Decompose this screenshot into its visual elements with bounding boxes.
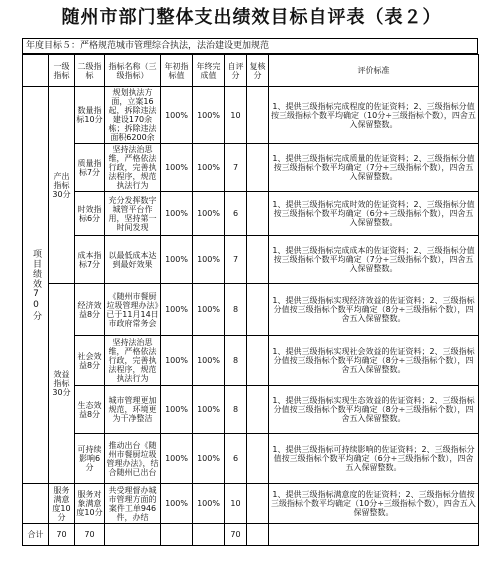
self-score-cell: 6: [225, 192, 247, 236]
review-score-cell: [247, 144, 269, 192]
group-output-cell: [49, 87, 75, 284]
table-row: [23, 336, 479, 386]
standard-cell: 1、提供三级指标完成质量的佐证资料；2、三级指标分值按三级指标个数平均确定（7分÷三级指标个数），四舍五入保留整数。: [269, 144, 479, 192]
review-score-cell: [247, 284, 269, 336]
group-benefit-cell: [49, 284, 75, 484]
initial-value-cell: 100%: [161, 87, 193, 144]
review-score-cell: [247, 386, 269, 434]
self-score-cell: 10: [225, 484, 247, 524]
table-row: [23, 386, 479, 434]
level3-cell: 推动出台《随州市餐厨垃圾管理办法》，结合随州已出台: [105, 434, 161, 484]
initial-value-cell: 100%: [161, 236, 193, 284]
level3-cell: 共受理督办城市管理方面的案件工单946件，办结: [105, 484, 161, 524]
header-level2: 二级指标: [75, 55, 105, 87]
table-row: [23, 192, 479, 236]
header-review-score: 复核分: [247, 55, 269, 87]
service-blank-cell: [23, 484, 49, 524]
level2-cell: 时效指标6分: [75, 192, 105, 236]
standard-cell: 1、提供三级指标实现经济效益的佐证资料；2、三级指标分值按三级指标个数平均确定（8分÷三级指标个数），四舍五入保留整数。: [269, 284, 479, 336]
header-row: [23, 55, 479, 87]
header-level3: 指标名称（三级指标）: [105, 55, 161, 87]
group-output-label: 产出指标30分: [52, 171, 71, 199]
total-blank-cell: [269, 524, 479, 546]
actual-value-cell: 100%: [193, 434, 225, 484]
annual-goal: 年度目标５：严格规范城市管理综合执法，法治建设更加规范: [22, 38, 478, 54]
level2-cell: 数量指标10分: [75, 87, 105, 144]
initial-value-cell: 100%: [161, 284, 193, 336]
total-label-cell: 合计: [23, 524, 49, 546]
initial-value-cell: 100%: [161, 336, 193, 386]
table-row: [23, 87, 479, 144]
project-label: 项目绩效70分: [31, 249, 41, 321]
initial-value-cell: 100%: [161, 144, 193, 192]
table-row: [23, 284, 479, 336]
review-score-cell: [247, 236, 269, 284]
project-label-cell: [23, 87, 49, 484]
standard-cell: 1、提供三级指标实现生态效益的佐证资料；2、三级指标分值按三级指标个数平均确定（8分÷三级指标个数），四舍五入保留整数。: [269, 386, 479, 434]
level2-cell: 服务对象满意度10分: [75, 484, 105, 524]
actual-value-cell: 100%: [193, 87, 225, 144]
actual-value-cell: 100%: [193, 284, 225, 336]
level2-cell: 经济效益8分: [75, 284, 105, 336]
level2-cell: 成本指标7分: [75, 236, 105, 284]
level2-cell: 可持续影响6分: [75, 434, 105, 484]
level3-cell: 城市管理更加规范，环境更为干净整洁: [105, 386, 161, 434]
standard-cell: 1、提供三级指标完成成本的佐证资料；2、三级指标分值按三级指标个数平均确定（7分÷三级指标个数），四舍五入保留整数。: [269, 236, 479, 284]
actual-value-cell: 100%: [193, 192, 225, 236]
evaluation-table: [22, 54, 479, 546]
initial-value-cell: 100%: [161, 386, 193, 434]
table-row: [23, 484, 479, 524]
total-blank-cell: [161, 524, 193, 546]
header-level1: 一级指标: [49, 55, 75, 87]
level2-cell: 生态效益8分: [75, 386, 105, 434]
self-score-cell: 7: [225, 144, 247, 192]
total-self-score-cell: 70: [225, 524, 247, 546]
standard-cell: 1、提供三级指标完成程度的佐证资料；2、三级指标分值按三级指标个数平均确定（10分÷三级指标个数），四舍五入保留整数。: [269, 87, 479, 144]
level2-cell: 质量指标7分: [75, 144, 105, 192]
actual-value-cell: 100%: [193, 236, 225, 284]
header-initial-value: 年初指标值: [161, 55, 193, 87]
actual-value-cell: 100%: [193, 386, 225, 434]
standard-cell: 1、提供三级指标满意度的佐证资料；2、三级指标分值按三级指标个数平均确定（10分÷三级指标个数），四舍五入保留整数。: [269, 484, 479, 524]
actual-value-cell: 100%: [193, 484, 225, 524]
total-level2-cell: 70: [75, 524, 105, 546]
total-blank-cell: [247, 524, 269, 546]
table-row: [23, 236, 479, 284]
review-score-cell: [247, 484, 269, 524]
standard-cell: 1、提供三级指标可持续影响的佐证资料；2、三级指标分值按三级指标个数平均确定（6分÷三级指标个数），四舍五入保留整数。: [269, 434, 479, 484]
header-blank: [23, 55, 49, 87]
total-blank-cell: [193, 524, 225, 546]
self-score-cell: 10: [225, 87, 247, 144]
initial-value-cell: 100%: [161, 434, 193, 484]
self-score-cell: 8: [225, 284, 247, 336]
group-benefit-label: 效益指标30分: [52, 370, 71, 397]
actual-value-cell: 100%: [193, 336, 225, 386]
level3-cell: 坚持法治思维，严格依法行政，完善执法程序，规范执法行为: [105, 144, 161, 192]
self-score-cell: 8: [225, 336, 247, 386]
group-service-cell: 服务满意度10分: [49, 484, 75, 524]
total-row: [23, 524, 479, 546]
total-blank-cell: [105, 524, 161, 546]
review-score-cell: [247, 192, 269, 236]
initial-value-cell: 100%: [161, 192, 193, 236]
standard-cell: 1、提供三级指标完成时效的佐证资料；2、三级指标分值按三级指标个数平均确定（6分÷三级指标个数），四舍五入保留整数。: [269, 192, 479, 236]
table-row: [23, 144, 479, 192]
self-score-cell: 7: [225, 236, 247, 284]
table-row: [23, 434, 479, 484]
review-score-cell: [247, 336, 269, 386]
header-actual-value: 年终完成值: [193, 55, 225, 87]
level3-cell: 《随州市餐厨垃圾管理办法》已于11月14日市政府常务会: [105, 284, 161, 336]
self-score-cell: 8: [225, 386, 247, 434]
review-score-cell: [247, 87, 269, 144]
standard-cell: 1、提供三级指标实现社会效益的佐证资料；2、三级指标分值按三级指标个数平均确定（8分÷三级指标个数），四舍五入保留整数。: [269, 336, 479, 386]
level3-cell: 充分发挥数字城管平台作用，坚持第一时间发现: [105, 192, 161, 236]
self-score-cell: 6: [225, 434, 247, 484]
level3-cell: 坚持法治思维，严格依法行政，完善执法程序，规范执法行为: [105, 336, 161, 386]
header-standard: 评价标准: [269, 55, 479, 87]
actual-value-cell: 100%: [193, 144, 225, 192]
page-title: 随州市部门整体支出绩效目标自评表（表２）: [61, 7, 442, 28]
level2-cell: 社会效益8分: [75, 336, 105, 386]
header-self-score: 自评分: [225, 55, 247, 87]
review-score-cell: [247, 434, 269, 484]
initial-value-cell: 100%: [161, 484, 193, 524]
total-level1-cell: 70: [49, 524, 75, 546]
level3-cell: 规划执法方面，立案16起，拆除违法建设170余栋；拆除违法面积6200余: [105, 87, 161, 144]
level3-cell: 以最低成本达到最好效果: [105, 236, 161, 284]
